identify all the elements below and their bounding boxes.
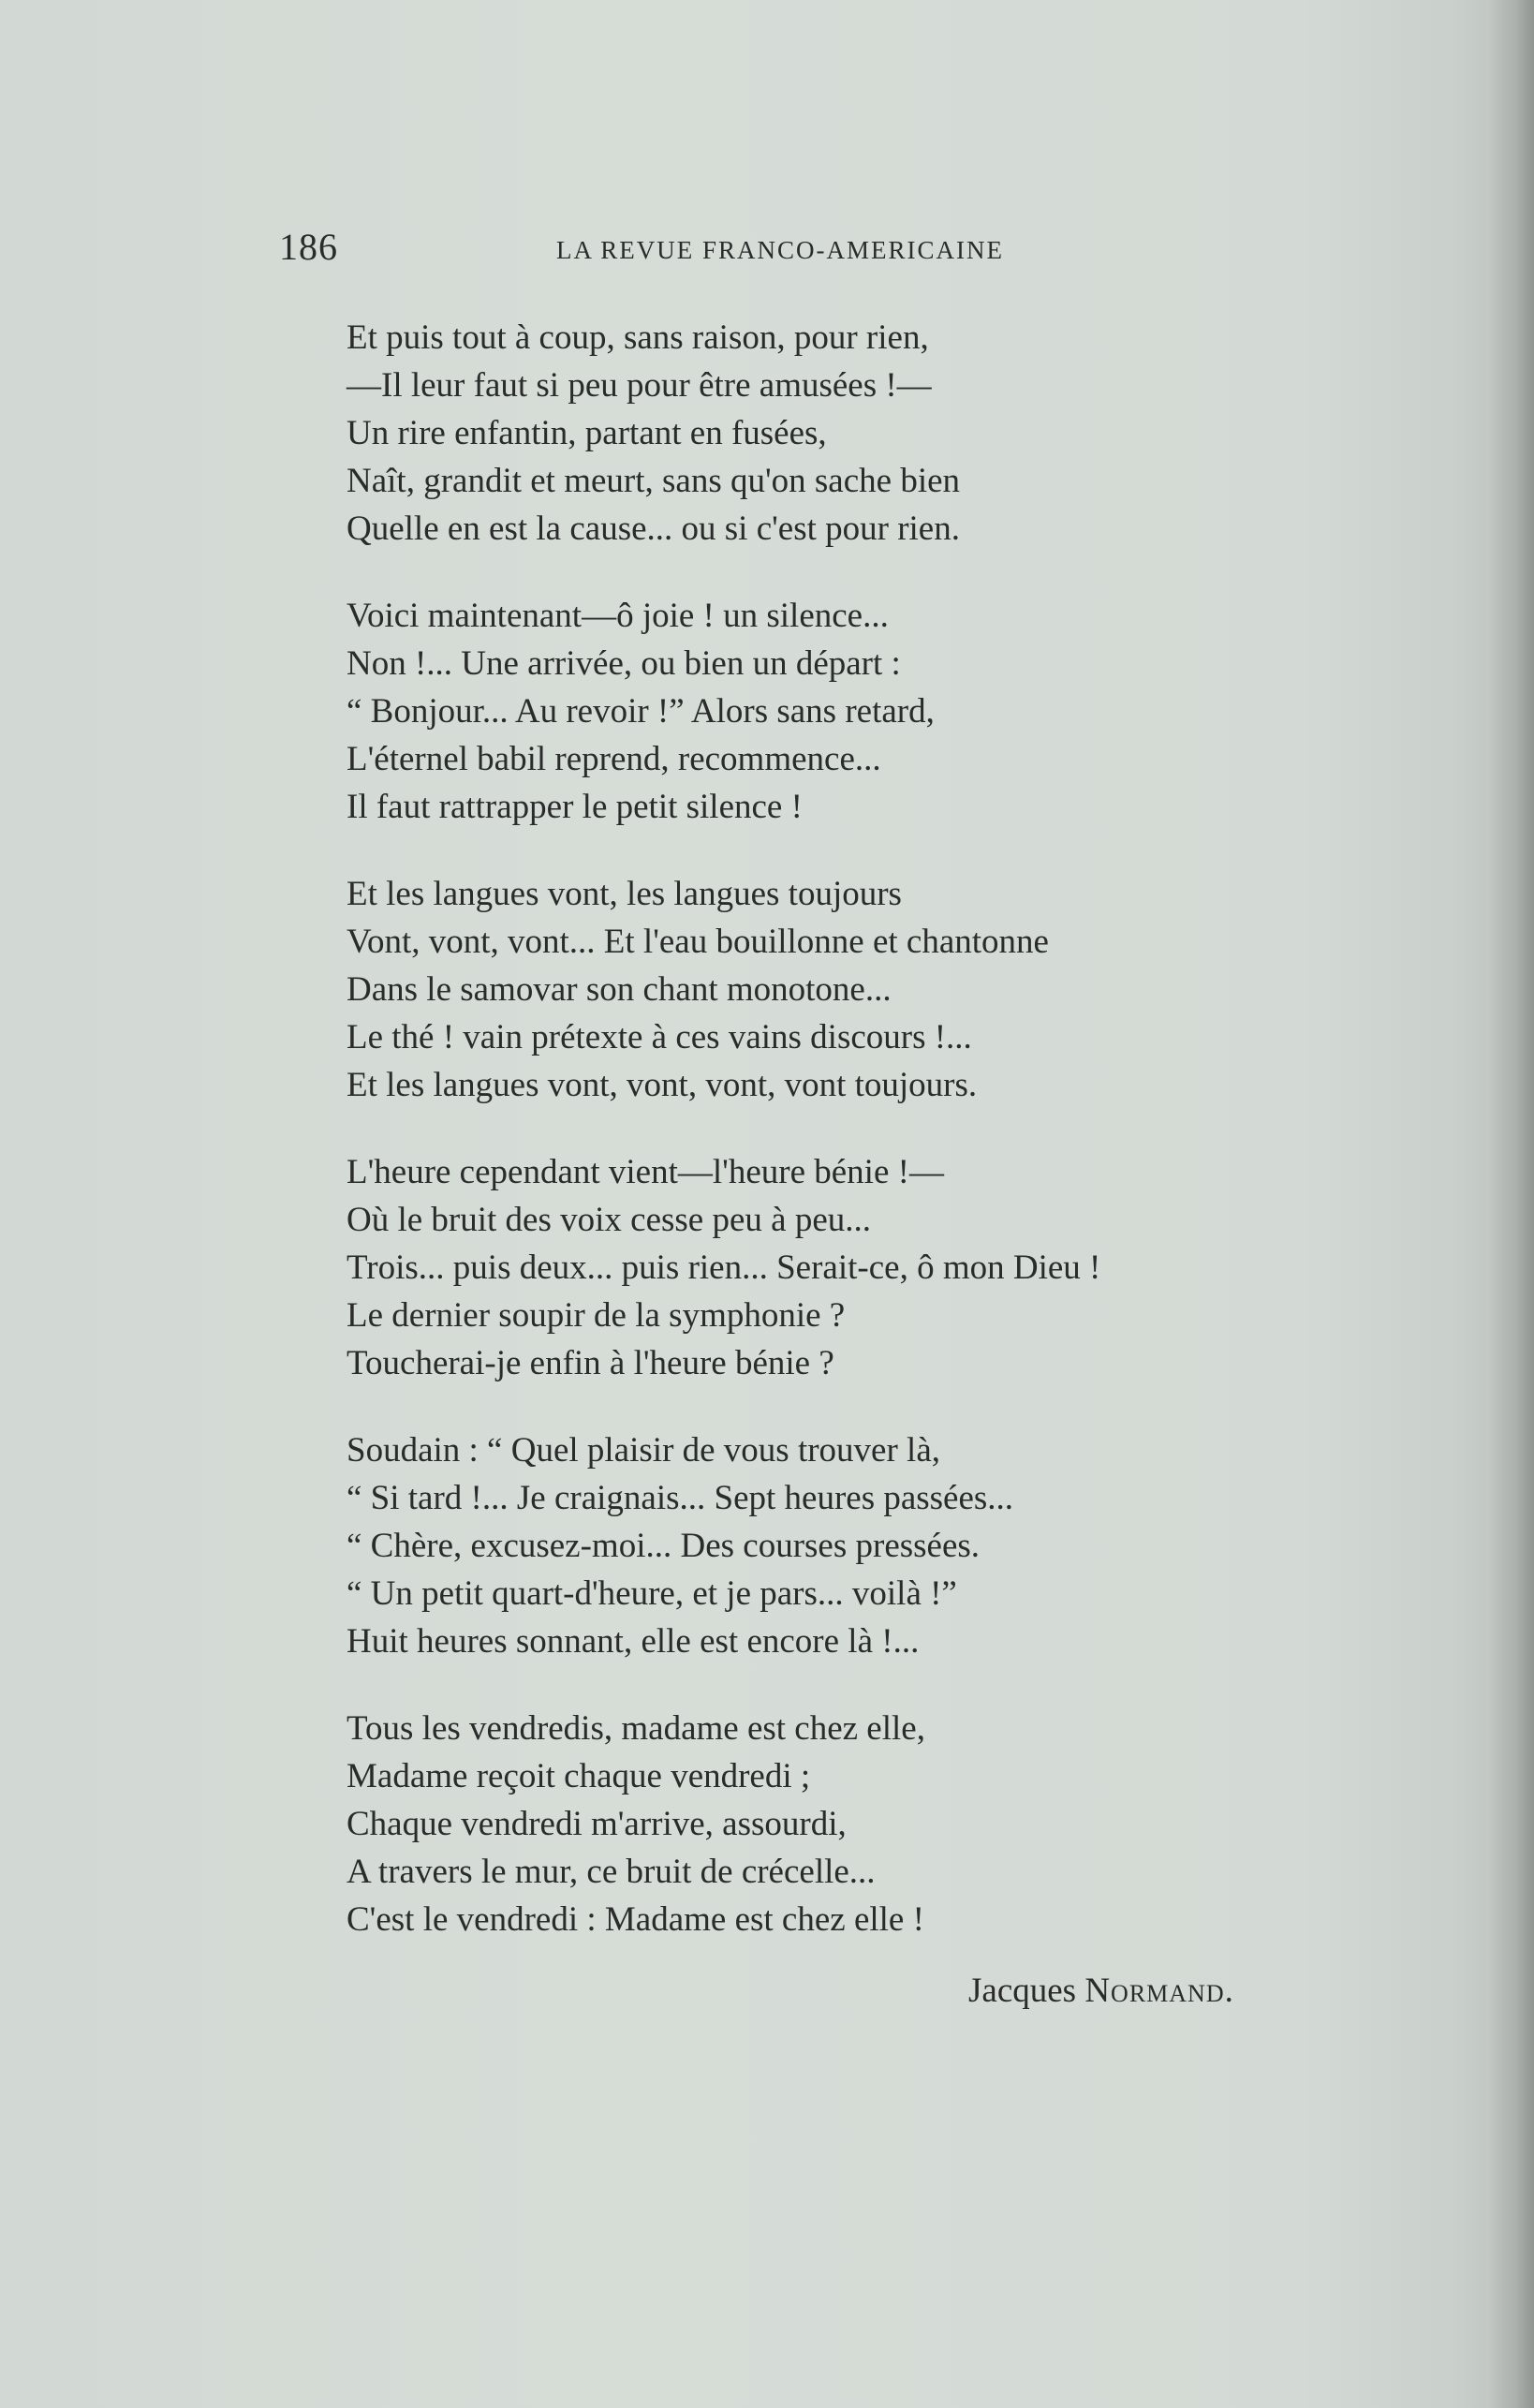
- stanza: [347, 1148, 1320, 1387]
- poem-line: Il faut rattrapper le petit silence !: [347, 788, 803, 826]
- stanza: [347, 592, 1320, 831]
- poem-line: Non !... Une arrivée, ou bien un départ :: [347, 644, 901, 683]
- poem-line: Trois... puis deux... puis rien... Serait-ce, ô mon Dieu !: [347, 1248, 1101, 1287]
- poem: [347, 314, 1320, 1983]
- poem-line: Et les langues vont, vont, vont, vont toujours.: [347, 1066, 978, 1104]
- page-header: [279, 225, 1356, 281]
- poem-line: “ Chère, excusez-moi... Des courses pressées.: [347, 1527, 981, 1565]
- poem-line: Le dernier soupir de la symphonie ?: [347, 1296, 846, 1335]
- poem-line: Toucherai-je enfin à l'heure bénie ?: [347, 1344, 834, 1382]
- poem-line: Dans le samovar son chant monotone...: [347, 970, 892, 1009]
- author-surname: Normand.: [1084, 1972, 1234, 2010]
- poem-line: —Il leur faut si peu pour être amusées !—: [347, 366, 932, 405]
- stanza: [347, 870, 1320, 1109]
- poem-line: Huit heures sonnant, elle est encore là !...: [347, 1622, 920, 1661]
- poem-line: Un rire enfantin, partant en fusées,: [347, 414, 827, 452]
- poem-line: Où le bruit des voix cesse peu à peu...: [347, 1201, 871, 1239]
- poem-line: Et puis tout à coup, sans raison, pour rien,: [347, 318, 929, 357]
- poem-line: Tous les vendredis, madame est chez elle,: [347, 1709, 925, 1748]
- stanza: [347, 1426, 1320, 1665]
- stanza: [347, 1705, 1320, 1943]
- poem-line: Vont, vont, vont... Et l'eau bouillonne et chantonne: [347, 923, 1049, 961]
- poem-line: L'éternel babil reprend, recommence...: [347, 740, 881, 778]
- poem-line: Naît, grandit et meurt, sans qu'on sache bien: [347, 462, 961, 500]
- poem-line: “ Un petit quart-d'heure, et je pars... voilà !”: [347, 1574, 957, 1613]
- page-number: 186: [279, 226, 338, 268]
- page-edge-shadow: [1489, 0, 1534, 2408]
- author-first-name: Jacques: [968, 1972, 1077, 2010]
- poem-line: Madame reçoit chaque vendredi ;: [347, 1757, 811, 1795]
- running-title: LA REVUE FRANCO-AMERICAINE: [556, 236, 1005, 264]
- poem-line: “ Bonjour... Au revoir !” Alors sans retard,: [347, 692, 935, 731]
- poem-line: Voici maintenant—ô joie ! un silence...: [347, 597, 889, 635]
- poem-line: Soudain : “ Quel plaisir de vous trouver là,: [347, 1431, 941, 1470]
- stanza: [347, 314, 1320, 553]
- poem-line: Quelle en est la cause... ou si c'est pour rien.: [347, 510, 960, 548]
- poem-line: L'heure cependant vient—l'heure bénie !—: [347, 1153, 944, 1191]
- poem-line: C'est le vendredi : Madame est chez elle !: [347, 1900, 924, 1939]
- author-signature: [968, 1971, 1234, 2011]
- poem-line: Chaque vendredi m'arrive, assourdi,: [347, 1805, 847, 1843]
- poem-line: Le thé ! vain prétexte à ces vains discours !...: [347, 1018, 972, 1056]
- poem-line: Et les langues vont, les langues toujours: [347, 875, 902, 913]
- poem-line: “ Si tard !... Je craignais... Sept heures passées...: [347, 1479, 1014, 1517]
- poem-line: A travers le mur, ce bruit de crécelle...: [347, 1853, 876, 1891]
